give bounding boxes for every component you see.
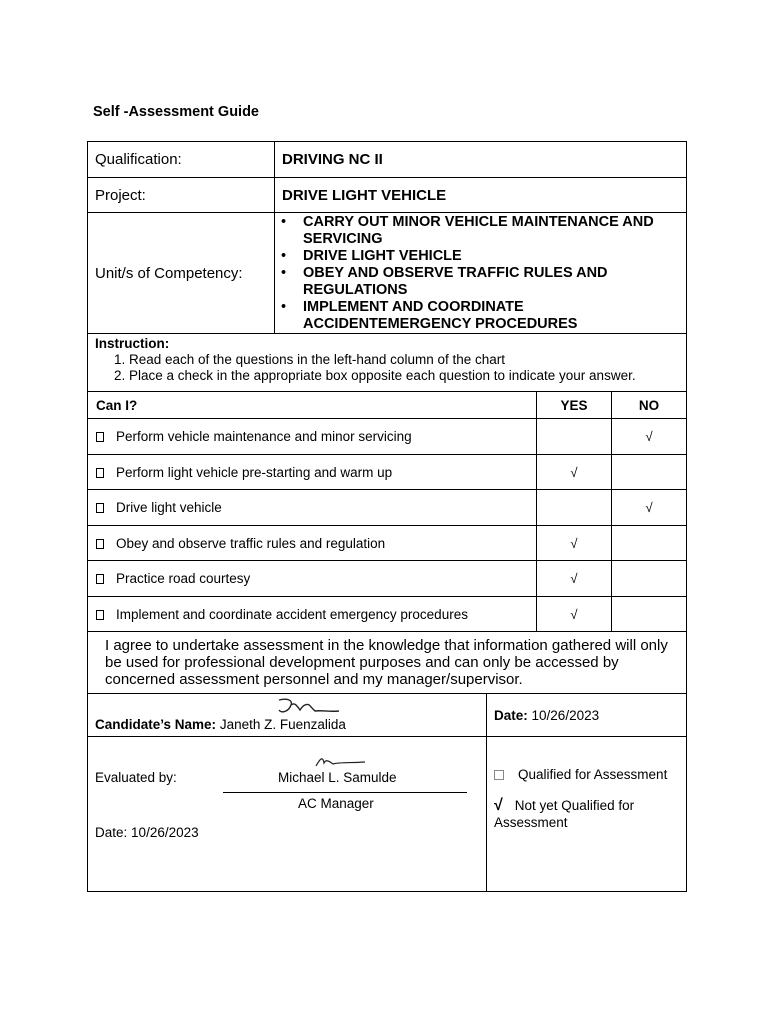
bullet-box-icon bbox=[96, 610, 104, 620]
qualification-label: Qualification: bbox=[88, 142, 275, 178]
checklist-row bbox=[88, 455, 687, 490]
can-i-header: Can I? bbox=[88, 392, 537, 419]
question-cell bbox=[88, 597, 537, 632]
candidate-signature bbox=[273, 697, 343, 717]
option-label: Qualified for Assessment bbox=[518, 767, 668, 782]
project-label: Project: bbox=[88, 178, 275, 213]
qualification-value: DRIVING NC II bbox=[275, 142, 687, 178]
units-label: Unit/s of Competency: bbox=[88, 213, 275, 334]
question-cell bbox=[88, 455, 537, 490]
evaluator-cell bbox=[88, 737, 487, 892]
question-cell bbox=[88, 490, 537, 526]
evaluator-title: AC Manager bbox=[298, 796, 374, 811]
project-row bbox=[88, 178, 687, 213]
units-row bbox=[88, 213, 687, 334]
no-header: NO bbox=[612, 392, 687, 419]
candidate-date-cell bbox=[487, 694, 687, 737]
question-cell bbox=[88, 526, 537, 561]
no-cell[interactable] bbox=[612, 561, 687, 597]
yes-header: YES bbox=[537, 392, 612, 419]
question-text: Implement and coordinate accident emergency procedures bbox=[116, 606, 468, 622]
unit-item: • OBEY AND OBSERVE TRAFFIC RULES AND REGULATIONS bbox=[275, 265, 686, 299]
question-cell bbox=[88, 561, 537, 597]
qualification-result-cell bbox=[487, 737, 687, 892]
units-cell bbox=[275, 213, 687, 334]
bullet-box-icon bbox=[96, 539, 104, 549]
checklist-row bbox=[88, 490, 687, 526]
empty-checkbox-icon[interactable] bbox=[494, 770, 504, 780]
qualification-row bbox=[88, 142, 687, 178]
no-cell[interactable] bbox=[612, 597, 687, 632]
yes-cell[interactable]: √ bbox=[537, 561, 612, 597]
candidate-date: 10/26/2023 bbox=[531, 707, 600, 723]
no-cell[interactable] bbox=[612, 455, 687, 490]
unit-item: • IMPLEMENT AND COORDINATE ACCIDENTEMERGENCY PROCEDURES bbox=[275, 299, 686, 333]
question-cell bbox=[88, 419, 537, 455]
checklist-row bbox=[88, 526, 687, 561]
evaluator-name: Michael L. Samulde bbox=[278, 770, 397, 785]
yes-cell[interactable] bbox=[537, 490, 612, 526]
agreement-row bbox=[88, 632, 687, 694]
candidate-name-label: Candidate’s Name: bbox=[95, 717, 217, 732]
candidate-cell bbox=[88, 694, 487, 737]
question-text: Practice road courtesy bbox=[116, 571, 251, 586]
no-cell[interactable] bbox=[612, 526, 687, 561]
instruction-step: 2. Place a check in the appropriate box opposite each question to indicate your answer. bbox=[129, 368, 679, 384]
candidate-row bbox=[88, 694, 687, 737]
checklist-row bbox=[88, 561, 687, 597]
project-value: DRIVE LIGHT VEHICLE bbox=[275, 178, 687, 213]
evaluation-date: 10/26/2023 bbox=[131, 825, 199, 840]
document-title: Self -Assessment Guide bbox=[93, 104, 259, 120]
instruction-row bbox=[88, 334, 687, 392]
yes-cell[interactable]: √ bbox=[537, 455, 612, 490]
instruction-heading: Instruction: bbox=[95, 336, 170, 351]
evaluation-row bbox=[88, 737, 687, 892]
checklist-row bbox=[88, 597, 687, 632]
instruction-cell bbox=[88, 334, 687, 392]
assessment-form bbox=[87, 141, 687, 892]
evaluator-signature bbox=[313, 755, 373, 769]
bullet-box-icon bbox=[96, 468, 104, 478]
yes-cell[interactable] bbox=[537, 419, 612, 455]
checklist-row bbox=[88, 419, 687, 455]
yes-cell[interactable]: √ bbox=[537, 526, 612, 561]
bullet-box-icon bbox=[96, 432, 104, 442]
yes-cell[interactable]: √ bbox=[537, 597, 612, 632]
option-not-qualified[interactable] bbox=[494, 797, 680, 830]
agreement-text: I agree to undertake assessment in the knowledge that information gathered will only be used for professional development purposes and can only be accessed by concerned assessment personnel and my manager/supervisor. bbox=[88, 632, 687, 694]
no-cell[interactable]: √ bbox=[612, 419, 687, 455]
question-text: Obey and observe traffic rules and regulation bbox=[116, 535, 386, 551]
instruction-steps bbox=[95, 352, 679, 384]
evaluation-date-label: Date: bbox=[95, 825, 128, 840]
question-text: Perform vehicle maintenance and minor servicing bbox=[116, 429, 412, 444]
unit-item: • CARRY OUT MINOR VEHICLE MAINTENANCE AND SERVICING bbox=[275, 214, 686, 248]
signature-line bbox=[223, 792, 467, 793]
no-cell[interactable]: √ bbox=[612, 490, 687, 526]
instruction-step: 1. Read each of the questions in the left-hand column of the chart bbox=[129, 352, 679, 368]
unit-item: • DRIVE LIGHT VEHICLE bbox=[275, 248, 686, 265]
check-mark-icon[interactable]: √ bbox=[494, 797, 503, 814]
bullet-box-icon bbox=[96, 503, 104, 513]
option-label: Not yet Qualified for Assessment bbox=[494, 798, 635, 830]
checklist-header-row bbox=[88, 392, 687, 419]
option-qualified[interactable] bbox=[494, 767, 680, 782]
evaluated-by-label: Evaluated by: bbox=[95, 770, 177, 785]
units-list bbox=[275, 214, 686, 333]
bullet-box-icon bbox=[96, 574, 104, 584]
candidate-name: Janeth Z. Fuenzalida bbox=[219, 717, 346, 732]
question-text: Perform light vehicle pre-starting and warm up bbox=[116, 464, 393, 480]
candidate-date-label: Date: bbox=[494, 707, 528, 723]
question-text: Drive light vehicle bbox=[116, 500, 222, 515]
